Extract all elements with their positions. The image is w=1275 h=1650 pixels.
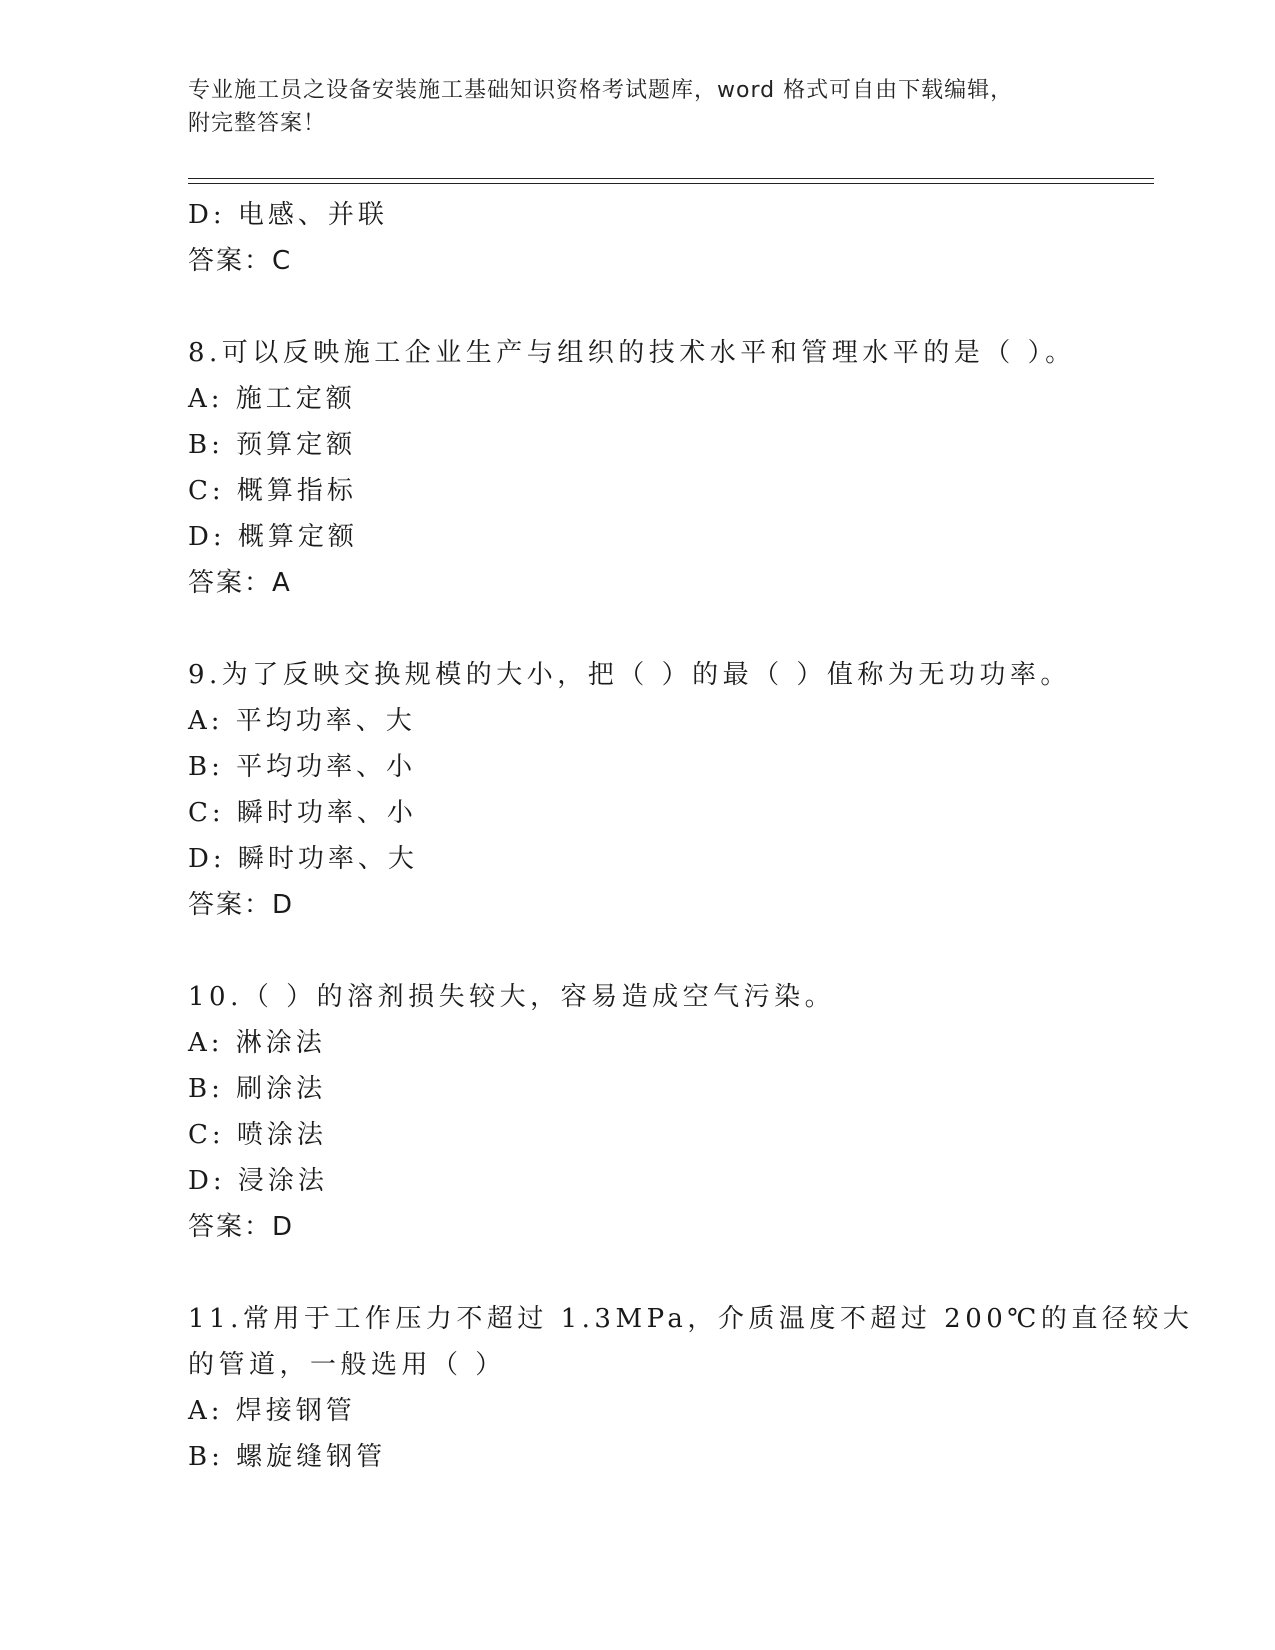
option-line: D: 概算定额 <box>188 522 358 552</box>
question-stem: 11.常用于工作压力不超过 1.3MPa，介质温度不超过 200℃的直径较大 <box>188 1304 1194 1334</box>
option-line: C: 喷涂法 <box>188 1120 327 1150</box>
option-line: B: 刷涂法 <box>188 1074 327 1104</box>
option-line: D: 电感、并联 <box>188 200 388 230</box>
answer-line: 答案：D <box>188 1212 295 1242</box>
document-header <box>188 74 1068 140</box>
question-spacer <box>188 284 1088 330</box>
answer-line: 答案：C <box>188 246 293 276</box>
option-line: D: 浸涂法 <box>188 1166 328 1196</box>
question-list <box>188 192 1194 1480</box>
question-stem: 的管道，一般选用（ ） <box>188 1350 506 1380</box>
header-divider-top <box>188 178 1154 179</box>
question-spacer <box>188 928 1088 974</box>
question-spacer <box>188 606 1088 652</box>
question-stem: 9.为了反映交换规模的大小，把（ ）的最（ ）值称为无功功率。 <box>188 660 1071 690</box>
answer-line: 答案：A <box>188 568 292 598</box>
question-spacer <box>188 1250 1088 1296</box>
answer-line: 答案：D <box>188 890 295 920</box>
option-line: A: 平均功率、大 <box>188 706 416 736</box>
option-line: C: 概算指标 <box>188 476 357 506</box>
option-line: B: 螺旋缝钢管 <box>188 1442 387 1472</box>
option-line: A: 焊接钢管 <box>188 1396 356 1426</box>
option-line: B: 预算定额 <box>188 430 357 460</box>
option-line: A: 施工定额 <box>188 384 356 414</box>
header-divider-bottom <box>188 183 1154 184</box>
option-line: C: 瞬时功率、小 <box>188 798 417 828</box>
question-stem: 10.（ ）的溶剂损失较大，容易造成空气污染。 <box>188 982 836 1012</box>
header-line-1: 专业施工员之设备安装施工基础知识资格考试题库，word 格式可自由下载编辑， <box>188 78 1014 103</box>
option-line: B: 平均功率、小 <box>188 752 417 782</box>
option-line: A: 淋涂法 <box>188 1028 326 1058</box>
question-stem: 8.可以反映施工企业生产与组织的技术水平和管理水平的是（ ）。 <box>188 338 1076 368</box>
option-line: D: 瞬时功率、大 <box>188 844 418 874</box>
header-line-2: 附完整答案！ <box>188 111 327 136</box>
